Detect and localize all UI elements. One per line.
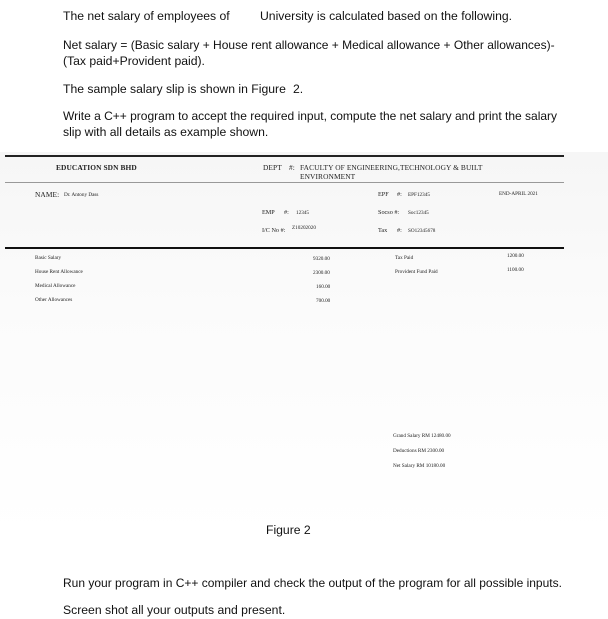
slip-socso-value: Soc12345	[408, 210, 429, 216]
slip-socso-label: Socso #:	[378, 209, 400, 216]
slip-header-divider	[5, 182, 564, 183]
screenshot-instruction: Screen shot all your outputs and present.	[63, 603, 286, 617]
slip-epf-value: EPF12345	[408, 192, 430, 198]
earning-label: Other Allowances	[35, 297, 73, 303]
deduction-label: Tax Paid	[395, 255, 414, 261]
intro-line1-part1: The net salary of employees of	[63, 9, 230, 23]
run-instruction: Run your program in C++ compiler and check the output of the program for all possible inputs.	[63, 576, 562, 590]
slip-epf-hash: #:	[397, 191, 402, 198]
earning-label: House Rent Allowance	[35, 269, 83, 275]
slip-tax-value: SO12345678	[408, 228, 436, 234]
slip-tax-hash: #:	[397, 227, 402, 234]
slip-dept-value-line1: FACULTY OF ENGINEERING,TECHNOLOGY & BUILT	[300, 163, 483, 172]
slip-dept-hash: #:	[289, 163, 295, 172]
slip-name-value: Dr. Antony Dass	[64, 192, 99, 198]
earning-label: Basic Salary	[35, 255, 62, 261]
slip-dept-label: DEPT	[263, 163, 282, 172]
slip-name-label: NAME:	[35, 190, 60, 199]
slip-emp-value: 12345	[296, 210, 309, 216]
slip-heavy-rule	[5, 247, 564, 249]
earning-amount: 2300.00	[313, 270, 330, 276]
earning-amount: 700.00	[316, 298, 331, 304]
slip-epf-label: EPF	[378, 191, 389, 198]
earning-amount: 160.00	[316, 284, 331, 290]
total-deductions: Deductions RM 2300.00	[393, 448, 445, 454]
sample-fig-number: 2.	[293, 82, 304, 96]
deduction-amount: 1200.00	[507, 253, 524, 259]
task-line2: slip with all details as example shown.	[63, 125, 269, 139]
formula-line2: (Tax paid+Provident paid).	[63, 54, 205, 68]
slip-company: EDUCATION SDN BHD	[56, 163, 137, 172]
slip-period: END-APRIL 2021	[499, 191, 538, 197]
deduction-label: Provident Fund Paid	[395, 269, 438, 275]
earning-amount: 9320.00	[313, 256, 330, 262]
salary-slip-figure	[0, 152, 608, 536]
formula-line1: Net salary = (Basic salary + House rent allowance + Medical allowance + Other allowances)-	[63, 38, 555, 52]
slip-emp-label: EMP	[262, 209, 275, 216]
deduction-amount: 1100.00	[507, 267, 524, 273]
task-line1: Write a C++ program to accept the required input, compute the net salary and print the salary	[63, 109, 558, 123]
slip-ic-value: Z10202020	[292, 225, 316, 231]
total-grand: Grand Salary RM 12480.00	[393, 433, 451, 439]
earning-label: Medical Allowance	[35, 283, 76, 289]
sample-text: The sample salary slip is shown in Figure	[63, 82, 286, 96]
figure-caption: Figure 2	[266, 523, 311, 537]
slip-dept-value-line2: ENVIRONMENT	[300, 172, 356, 181]
slip-ic-label: I/C No #:	[262, 227, 286, 234]
slip-emp-hash: #:	[284, 209, 289, 216]
slip-top-rule	[5, 155, 564, 157]
intro-line1-part2: University is calculated based on the following.	[260, 9, 513, 23]
slip-tax-label: Tax	[378, 227, 388, 234]
total-net: Net Salary RM 10180.00	[393, 463, 446, 469]
